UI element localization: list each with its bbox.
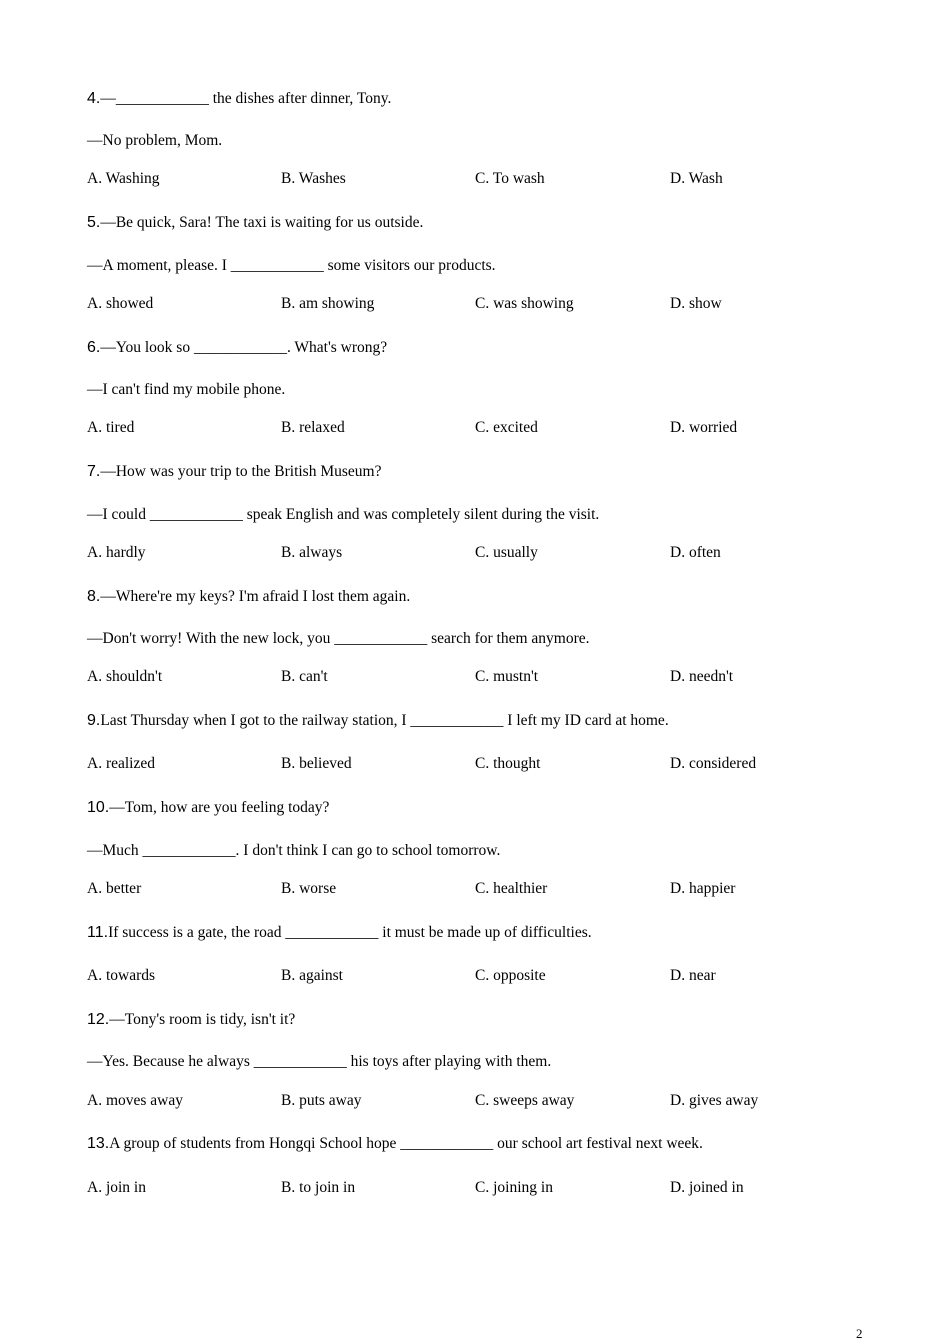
question-11-option-a: A. towards [87, 967, 156, 984]
question-5-option-c: C. was showing [475, 295, 574, 312]
question-8-option-c: C. mustn't [475, 668, 539, 685]
question-number: 5. [87, 214, 101, 231]
question-5-option-b: B. am showing [281, 295, 375, 312]
question-text: —Where're my keys? I'm afraid I lost them again. [100, 588, 411, 605]
question-8-stem [87, 587, 410, 607]
question-5-option-a: A. showed [87, 295, 154, 312]
question-11-option-b: B. against [281, 967, 343, 984]
question-number: 6. [87, 339, 101, 356]
question-12-option-c: C. sweeps away [475, 1092, 575, 1109]
question-10-option-d: D. happier [670, 880, 736, 897]
question-number: 4. [87, 90, 101, 107]
question-4-option-b: B. Washes [281, 170, 346, 187]
question-7-reply: —I could ____________ speak English and was completely silent during the visit. [87, 506, 600, 523]
question-7-option-c: C. usually [475, 544, 538, 561]
question-number: 11. [87, 924, 109, 941]
question-12-option-b: B. puts away [281, 1092, 362, 1109]
question-10-option-a: A. better [87, 880, 142, 897]
question-9-option-d: D. considered [670, 755, 757, 772]
question-13-option-b: B. to join in [281, 1179, 356, 1196]
question-9-stem [87, 711, 669, 731]
question-4-stem [87, 89, 391, 109]
question-7-option-d: D. often [670, 544, 721, 561]
question-10-option-b: B. worse [281, 880, 337, 897]
question-8-reply: —Don't worry! With the new lock, you ____________ search for them anymore. [87, 630, 590, 647]
question-6-option-b: B. relaxed [281, 419, 345, 436]
question-7-option-b: B. always [281, 544, 343, 561]
question-8-option-d: D. needn't [670, 668, 734, 685]
question-6-option-d: D. worried [670, 419, 738, 436]
question-5-reply: —A moment, please. I ____________ some visitors our products. [87, 257, 496, 274]
question-7-option-a: A. hardly [87, 544, 146, 561]
question-12-option-a: A. moves away [87, 1092, 183, 1109]
question-13-option-c: C. joining in [475, 1179, 553, 1196]
question-text: —____________ the dishes after dinner, Tony. [100, 90, 392, 107]
question-text: Last Thursday when I got to the railway station, I ____________ I left my ID card at home. [100, 712, 669, 729]
question-13-option-a: A. join in [87, 1179, 146, 1196]
question-4-option-c: C. To wash [475, 170, 545, 187]
question-6-option-a: A. tired [87, 419, 135, 436]
question-10-reply: —Much ____________. I don't think I can go to school tomorrow. [87, 842, 501, 859]
question-text: —How was your trip to the British Museum? [100, 463, 382, 480]
question-text: —Be quick, Sara! The taxi is waiting for us outside. [100, 214, 424, 231]
question-text: —You look so ____________. What's wrong? [100, 339, 388, 356]
question-4-option-a: A. Washing [87, 170, 160, 187]
question-10-option-c: C. healthier [475, 880, 548, 897]
question-text: —Tony's room is tidy, isn't it? [109, 1011, 296, 1028]
question-13-stem [87, 1134, 703, 1154]
question-number: 9. [87, 712, 101, 729]
question-6-stem [87, 338, 387, 358]
question-13-option-d: D. joined in [670, 1179, 744, 1196]
question-9-option-a: A. realized [87, 755, 155, 772]
page-number: 2 [856, 1326, 863, 1341]
question-8-option-a: A. shouldn't [87, 668, 163, 685]
question-text: A group of students from Hongqi School hope ____________ our school art festival next week. [109, 1135, 703, 1152]
question-10-stem [87, 798, 329, 818]
question-12-reply: —Yes. Because he always ____________ his toys after playing with them. [87, 1053, 552, 1070]
question-9-option-c: C. thought [475, 755, 541, 772]
question-6-option-c: C. excited [475, 419, 538, 436]
question-12-stem [87, 1010, 295, 1030]
question-number: 12. [87, 1011, 110, 1028]
question-5-option-d: D. show [670, 295, 722, 312]
question-number: 10. [87, 799, 110, 816]
question-number: 7. [87, 463, 101, 480]
question-7-stem [87, 462, 381, 482]
question-12-option-d: D. gives away [670, 1092, 759, 1109]
question-4-option-d: D. Wash [670, 170, 723, 187]
question-text: If success is a gate, the road ____________ it must be made up of difficulties. [108, 924, 592, 941]
question-5-stem [87, 213, 423, 233]
question-6-reply: —I can't find my mobile phone. [87, 381, 286, 398]
question-number: 13. [87, 1135, 110, 1152]
question-8-option-b: B. can't [281, 668, 328, 685]
question-11-option-d: D. near [670, 967, 716, 984]
question-11-stem [87, 923, 592, 943]
question-9-option-b: B. believed [281, 755, 352, 772]
question-number: 8. [87, 588, 101, 605]
question-text: —Tom, how are you feeling today? [109, 799, 330, 816]
question-11-option-c: C. opposite [475, 967, 546, 984]
question-4-reply: —No problem, Mom. [87, 132, 223, 149]
